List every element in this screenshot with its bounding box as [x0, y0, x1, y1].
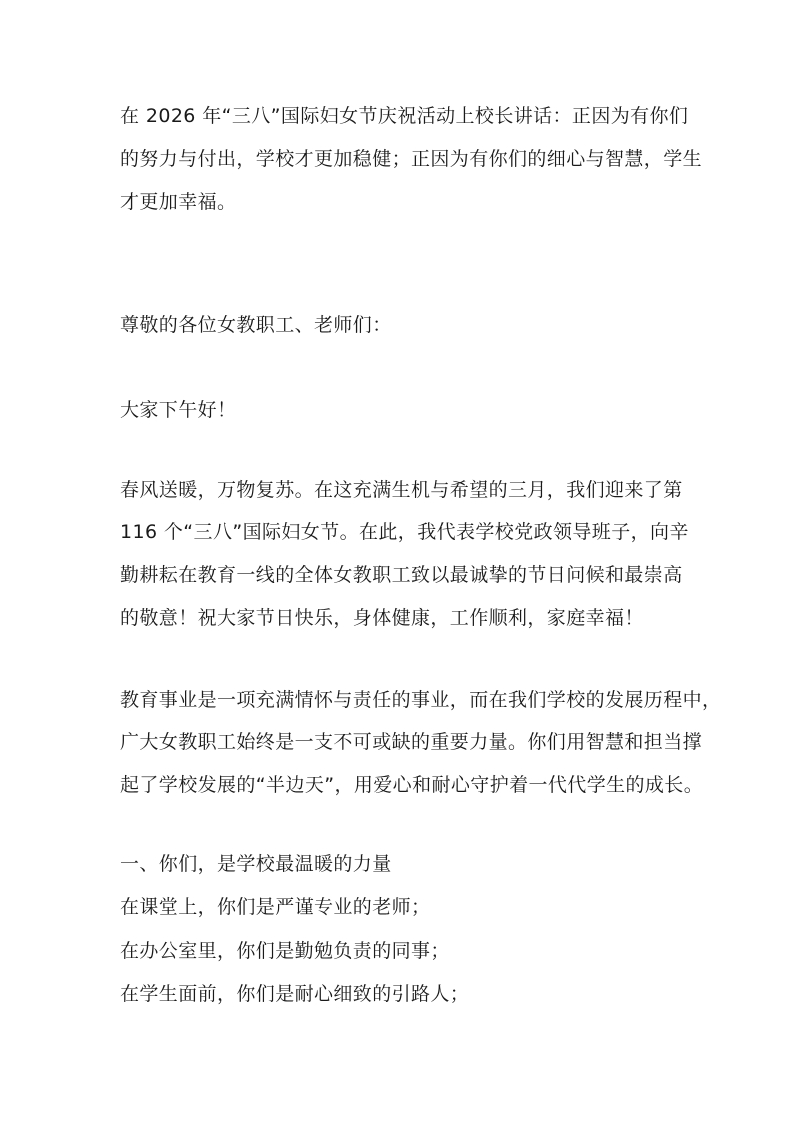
paragraph-2-line-2: 广大女教职工始终是一支不可或缺的重要力量。你们用智慧和担当撑 [120, 731, 703, 753]
section-1-heading: 一、你们，是学校最温暖的力量 [120, 853, 392, 875]
paragraph-1-line-1: 春风送暖，万物复苏。在这充满生机与希望的三月，我们迎来了第 [120, 479, 683, 501]
paragraph-2-line-1: 教育事业是一项充满情怀与责任的事业，而在我们学校的发展历程中， [120, 689, 722, 711]
salutation: 尊敬的各位女教职工、老师们： [120, 314, 392, 336]
section-1-item-2: 在办公室里，你们是勤勉负责的同事； [120, 940, 450, 962]
title-line-3: 才更加幸福。 [120, 191, 237, 213]
section-1-item-1: 在课堂上，你们是严谨专业的老师； [120, 896, 431, 918]
title-line-2: 的努力与付出，学校才更加稳健；正因为有你们的细心与智慧，学生 [120, 148, 703, 170]
greeting: 大家下午好！ [120, 399, 237, 421]
title-line-1: 在 2026 年“三八”国际妇女节庆祝活动上校长讲话：正因为有你们 [120, 105, 689, 127]
paragraph-1-line-2: 116 个“三八”国际妇女节。在此，我代表学校党政领导班子，向辛 [120, 521, 689, 543]
section-1-item-3: 在学生面前，你们是耐心细致的引路人； [120, 983, 470, 1005]
paragraph-1-line-4: 的敬意！祝大家节日快乐，身体健康，工作顺利，家庭幸福！ [120, 607, 644, 629]
paragraph-1-line-3: 勤耕耘在教育一线的全体女教职工致以最诚挚的节日问候和最崇高 [120, 564, 683, 586]
paragraph-2-line-3: 起了学校发展的“半边天”，用爱心和耐心守护着一代代学生的成长。 [120, 774, 704, 796]
